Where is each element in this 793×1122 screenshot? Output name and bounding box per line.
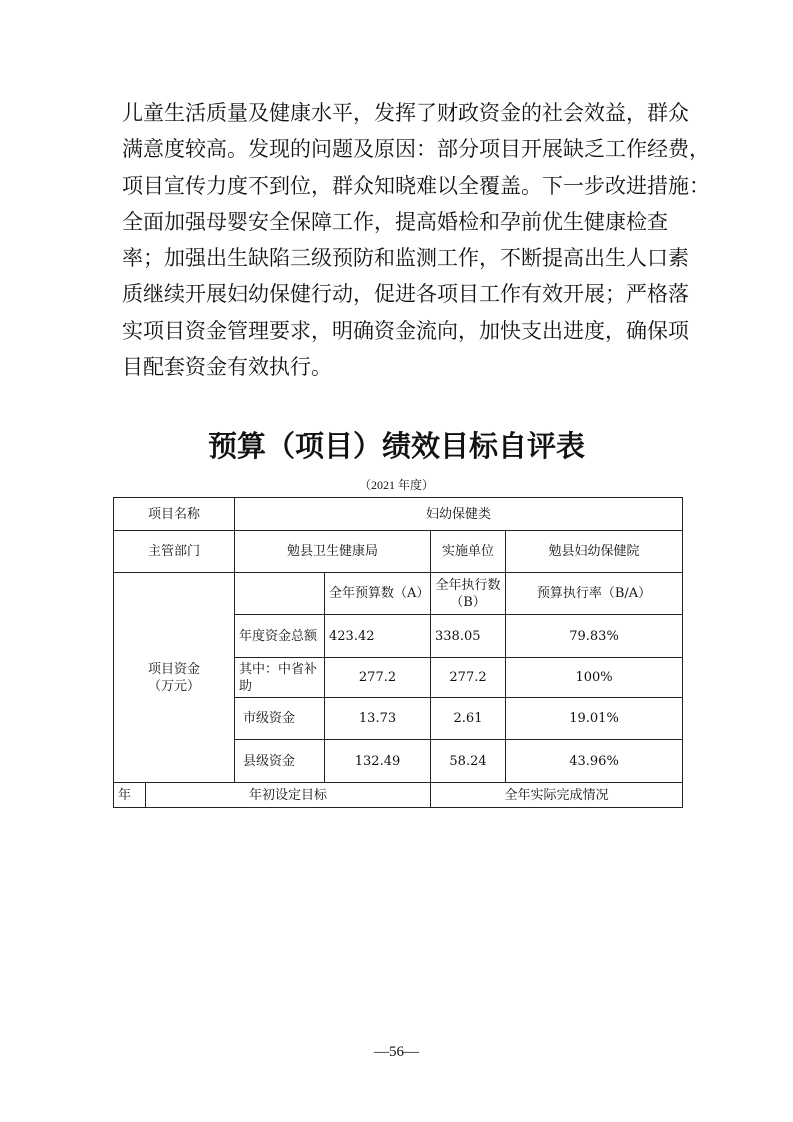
actual-label: 全年实际完成情况 [431,783,683,808]
paragraph-line: 目配套资金有效执行。 [122,355,332,380]
table-year: （2021 年度） [358,478,434,492]
row-rate: 100% [506,658,683,698]
row-label: 县级资金 [235,740,325,783]
table-row [114,783,683,808]
row-label: 年度资金总额 [235,615,325,658]
col-rate-header: 预算执行率（B/A） [506,573,683,615]
row-rate: 43.96% [506,740,683,783]
row-label: 其中：中省补助 [235,658,325,698]
row-exec: 2.61 [431,698,506,740]
paragraph-line: 实项目资金管理要求，明确资金流向，加快支出进度，确保项 [122,318,689,343]
project-name-label: 项目名称 [114,498,235,531]
table-row [114,531,683,573]
impl-unit-label: 实施单位 [431,531,506,573]
col-budget-header: 全年预算数（A） [325,573,431,615]
row-rate: 79.83% [506,615,683,658]
page-number: —56— [374,1044,419,1060]
paragraph-line: 儿童生活质量及健康水平，发挥了财政资金的社会效益，群众 [122,101,689,125]
row-exec: 338.05 [431,615,506,658]
evaluation-table [113,497,683,808]
funds-label: 项目资金（万元） [114,573,235,783]
table-title: 预算（项目）绩效目标自评表 [207,429,585,463]
row-budget: 132.49 [325,740,431,783]
impl-unit-value: 勉县妇幼保健院 [506,531,683,573]
table-row [114,573,683,615]
row-budget: 423.42 [325,615,431,658]
row-rate: 19.01% [506,698,683,740]
row-exec: 277.2 [431,658,506,698]
row-budget: 13.73 [325,698,431,740]
paragraph-line: 全面加强母婴安全保障工作，提高婚检和孕前优生健康检查 [122,209,668,234]
goal-label: 年初设定目标 [146,783,431,808]
paragraph-line: 满意度较高。发现的问题及原因：部分项目开展缺乏工作经费， [122,137,710,162]
year-label: 年 [114,783,146,808]
paragraph-line: 率；加强出生缺陷三级预防和监测工作，不断提高出生人口素 [122,246,689,271]
row-budget: 277.2 [325,658,431,698]
dept-label: 主管部门 [114,531,235,573]
row-label: 市级资金 [235,698,325,740]
body-paragraph [122,95,710,385]
empty-cell [235,573,325,615]
paragraph-line: 质继续开展妇幼保健行动，促进各项目工作有效开展；严格落 [122,282,689,307]
project-name-value: 妇幼保健类 [235,498,683,531]
col-exec-header: 全年执行数（B） [431,573,506,615]
row-exec: 58.24 [431,740,506,783]
dept-value: 勉县卫生健康局 [235,531,431,573]
paragraph-line: 项目宣传力度不到位，群众知晓难以全覆盖。下一步改进措施： [122,173,710,198]
table-row [114,498,683,531]
